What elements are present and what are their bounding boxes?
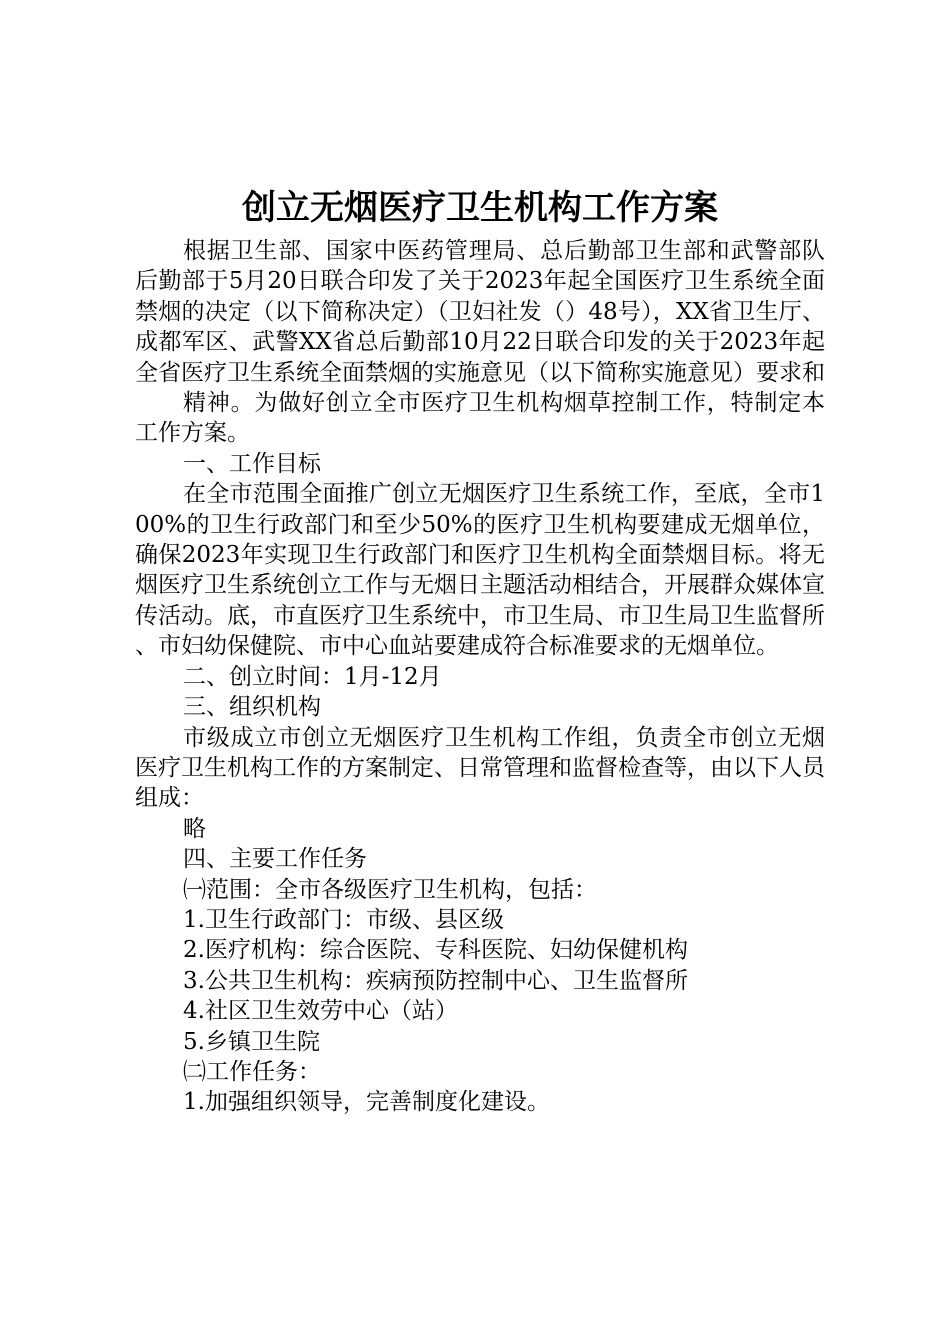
paragraph-organization: 市级成立市创立无烟医疗卫生机构工作组，负责全市创立无烟医疗卫生机构工作的方案制定、日常管理和监督检查等，由以下人员组成： [135, 724, 825, 812]
heading-organization: 三、组织机构 [183, 694, 321, 721]
list-scope-heading: ㈠范围：全市各级医疗卫生机构，包括： [183, 876, 597, 903]
list-item-public-health: 3.公共卫生机构：疾病预防控制中心、卫生监督所 [183, 967, 688, 994]
paragraph-work-goals: 在全市范围全面推广创立无烟医疗卫生系统工作，至底，全市100%的卫生行政部门和至少50%的医疗卫生机构要建成无烟单位，确保2023年实现卫生行政部门和医疗卫生机构全面禁烟目标。将无烟医疗卫生系统创立工作与无烟日主题活动相结合，开展群众媒体宣传活动。底，市直医疗卫生系统中，市卫生局、市卫生局卫生监督所、市妇幼保健院、市中心血站要建成符合标准要求的无烟单位。 [135, 481, 825, 660]
paragraph-purpose: 精神。为做好创立全市医疗卫生机构烟草控制工作，特制定本工作方案。 [135, 390, 825, 447]
list-item-medical-institutions: 2.医疗机构：综合医院、专科医院、妇幼保健机构 [183, 937, 688, 964]
heading-work-goals: 一、工作目标 [183, 450, 321, 477]
list-item-township-hospital: 5.乡镇卫生院 [183, 1028, 320, 1055]
paragraph-omitted: 略 [183, 815, 206, 842]
list-item-community-health: 4.社区卫生效劳中心（站） [183, 998, 458, 1025]
list-item-leadership: 1.加强组织领导，完善制度化建设。 [183, 1089, 550, 1116]
list-tasks-heading: ㈡工作任务： [183, 1058, 321, 1085]
document-page [135, 182, 825, 1118]
document-title: 创立无烟医疗卫生机构工作方案 [242, 188, 718, 228]
paragraph-background: 根据卫生部、国家中医药管理局、总后勤部卫生部和武警部队后勤部于5月20日联合印发了关于2023年起全国医疗卫生系统全面禁烟的决定（以下简称决定）（卫妇社发（）48号），XX省卫生厅、成都军区、武警XX省总后勤部10月22日联合印发的关于2023年起全省医疗卫生系统全面禁烟的实施意见（以下简称实施意见）要求和 [135, 238, 825, 386]
heading-main-tasks: 四、主要工作任务 [183, 846, 367, 873]
list-item-health-admin: 1.卫生行政部门：市级、县区级 [183, 906, 504, 933]
heading-creation-time: 二、创立时间：1月-12月 [183, 663, 442, 690]
